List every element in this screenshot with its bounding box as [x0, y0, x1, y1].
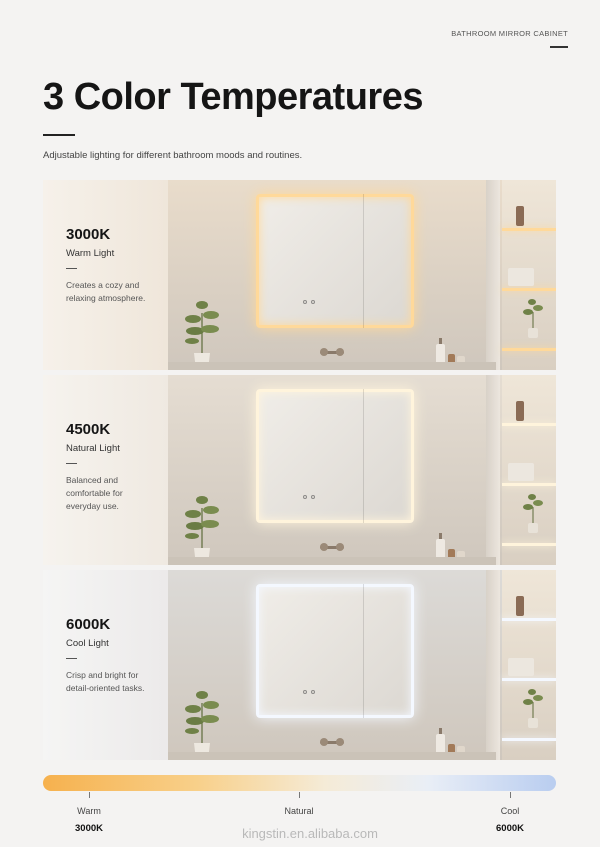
niche-plant-icon [522, 688, 544, 728]
bathroom-scene-image [168, 180, 556, 370]
potted-plant-icon [180, 685, 224, 760]
shelf [502, 423, 556, 426]
niche-plant-icon [522, 493, 544, 533]
touch-sensor-icon [303, 690, 307, 694]
vase-icon [516, 401, 524, 421]
temperature-value: 4500K [66, 421, 111, 438]
niche-shelves [502, 570, 556, 760]
wall-pillar [486, 180, 500, 370]
scale-label-cool: Cool [500, 806, 520, 816]
cabinet-door-split [363, 584, 364, 718]
title-rule [43, 134, 75, 136]
caption-divider [66, 463, 77, 464]
light-description: Balanced and comfortable for everyday use. [66, 475, 123, 512]
light-type: Warm Light [66, 248, 115, 259]
caption-divider [66, 268, 77, 269]
panel-caption [43, 180, 168, 370]
touch-sensor-icon [303, 495, 307, 499]
shelf [502, 288, 556, 291]
mirror-cabinet [256, 389, 414, 523]
faucet-icon [318, 540, 346, 554]
touch-sensor-icon [303, 300, 307, 304]
shelf [502, 543, 556, 546]
scale-value-cool: 6000K [496, 823, 524, 834]
light-type: Cool Light [66, 638, 109, 649]
touch-sensor-icon [311, 690, 315, 694]
temperature-panel-natural [43, 375, 556, 565]
niche-plant-icon [522, 298, 544, 338]
faucet-icon [318, 735, 346, 749]
mirror-cabinet [256, 194, 414, 328]
panel-caption [43, 375, 168, 565]
towel-stack-icon [508, 658, 534, 676]
caption-divider [66, 658, 77, 659]
touch-sensor-icon [311, 495, 315, 499]
vase-icon [516, 596, 524, 616]
cabinet-door-split [363, 194, 364, 328]
wall-pillar [486, 570, 500, 760]
niche-shelves [502, 375, 556, 565]
light-description: Crisp and bright for detail-oriented tasks. [66, 670, 145, 694]
towel-stack-icon [508, 463, 534, 481]
light-description: Creates a cozy and relaxing atmosphere. [66, 280, 146, 304]
vanity-counter [168, 752, 496, 760]
vanity-counter [168, 557, 496, 565]
bathroom-scene-image [168, 375, 556, 565]
towel-stack-icon [508, 268, 534, 286]
scale-label-warm: Warm [77, 806, 101, 816]
temperature-value: 6000K [66, 616, 111, 633]
vanity-counter [168, 362, 496, 370]
mirror-cabinet [256, 584, 414, 718]
brand-label: BATHROOM MIRROR CABINET [451, 29, 568, 38]
shelf [502, 678, 556, 681]
color-temperature-gradient-bar [43, 775, 556, 791]
shelf [502, 738, 556, 741]
page-title: 3 Color Temperatures [43, 76, 423, 118]
vase-icon [516, 206, 524, 226]
temperature-panel-cool [43, 570, 556, 760]
temperature-value: 3000K [66, 226, 111, 243]
niche-shelves [502, 180, 556, 370]
page-subtitle: Adjustable lighting for different bathroom moods and routines. [43, 150, 303, 161]
temperature-panel-warm [43, 180, 556, 370]
panel-caption [43, 570, 168, 760]
touch-sensor-icon [311, 300, 315, 304]
faucet-icon [318, 345, 346, 359]
potted-plant-icon [180, 295, 224, 370]
light-type: Natural Light [66, 443, 120, 454]
tick-warm [89, 792, 90, 798]
shelf [502, 618, 556, 621]
scale-label-natural: Natural [284, 806, 314, 816]
wall-pillar [486, 375, 500, 565]
watermark: kingstin.en.alibaba.com [242, 826, 378, 841]
shelf [502, 228, 556, 231]
bathroom-scene-image [168, 570, 556, 760]
tick-cool [510, 792, 511, 798]
shelf [502, 483, 556, 486]
cabinet-door-split [363, 389, 364, 523]
potted-plant-icon [180, 490, 224, 565]
brand-underline [550, 46, 568, 48]
scale-value-warm: 3000K [75, 823, 103, 834]
shelf [502, 348, 556, 351]
tick-natural [299, 792, 300, 798]
